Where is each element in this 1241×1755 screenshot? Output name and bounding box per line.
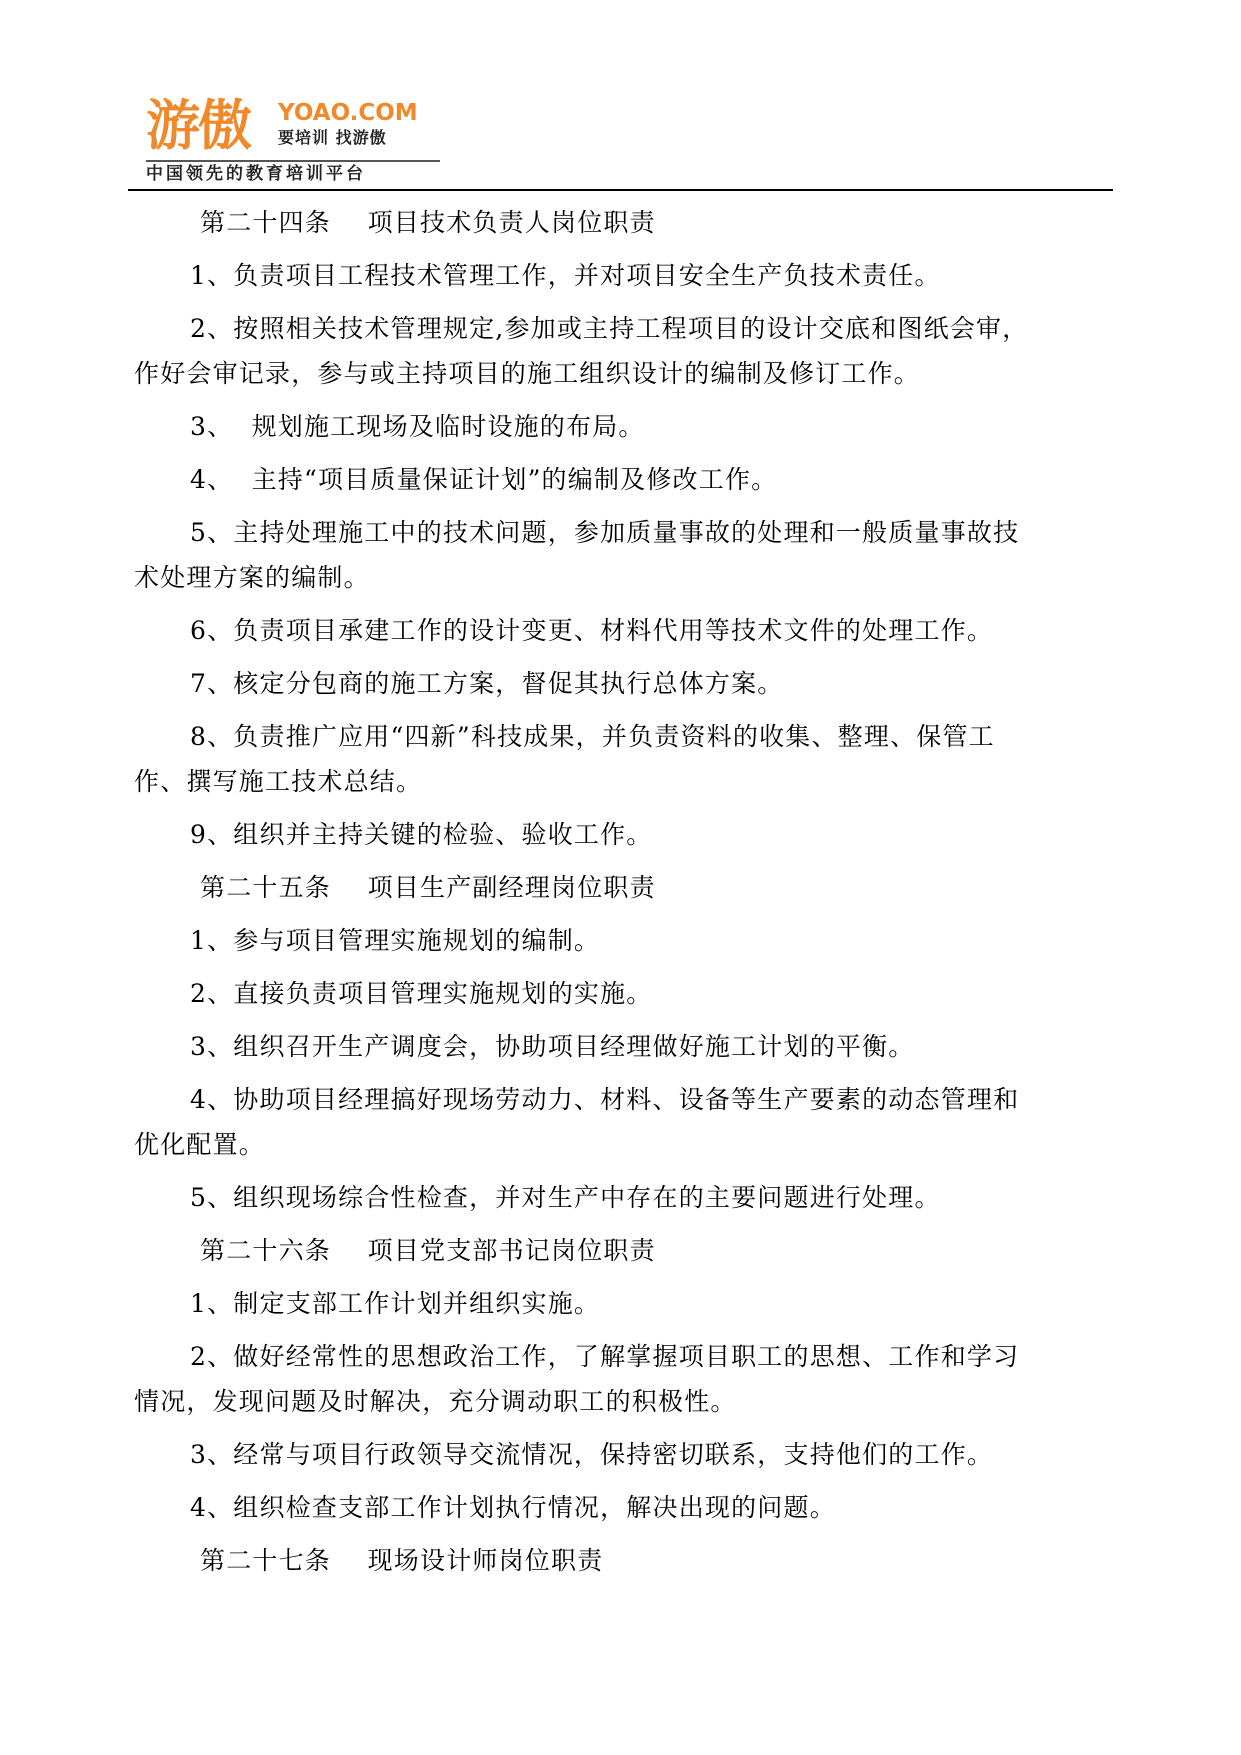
logo-tagline: 中国领先的教育培训平台 bbox=[146, 160, 440, 185]
paragraph-line: 4、协助项目经理搞好现场劳动力、材料、设备等生产要素的动态管理和 bbox=[190, 1085, 1020, 1114]
paragraph-line: 1、制定支部工作计划并组织实施。 bbox=[190, 1289, 601, 1318]
paragraph-line: 5、组织现场综合性检查，并对生产中存在的主要问题进行处理。 bbox=[190, 1183, 941, 1212]
paragraph-line: 作好会审记录，参与或主持项目的施工组织设计的编制及修订工作。 bbox=[134, 359, 921, 388]
paragraph-line: 9、组织并主持关键的检验、验收工作。 bbox=[190, 820, 653, 849]
section-heading: 第二十五条 项目生产副经理岗位职责 bbox=[200, 873, 656, 902]
paragraph-line: 3、组织召开生产调度会，协助项目经理做好施工计划的平衡。 bbox=[190, 1032, 915, 1061]
paragraph-line: 情况，发现问题及时解决，充分调动职工的积极性。 bbox=[134, 1387, 737, 1416]
section-heading: 第二十六条 项目党支部书记岗位职责 bbox=[200, 1236, 656, 1265]
paragraph-line: 优化配置。 bbox=[134, 1130, 266, 1159]
paragraph-line: 2、直接负责项目管理实施规划的实施。 bbox=[190, 979, 653, 1008]
paragraph-line: 1、参与项目管理实施规划的编制。 bbox=[190, 926, 601, 955]
paragraph-line: 2、按照相关技术管理规定,参加或主持工程项目的设计交底和图纸会审， bbox=[190, 314, 1029, 343]
header-rule bbox=[128, 189, 1113, 191]
paragraph-line: 7、核定分包商的施工方案，督促其执行总体方案。 bbox=[190, 669, 784, 698]
paragraph-line: 5、主持处理施工中的技术问题，参加质量事故的处理和一般质量事故技 bbox=[190, 518, 1020, 547]
logo-slogan: 要培训 找游傲 bbox=[278, 128, 387, 147]
document-body bbox=[134, 192, 1114, 1583]
yoao-logo bbox=[146, 96, 446, 188]
paragraph-line: 6、负责项目承建工作的设计变更、材料代用等技术文件的处理工作。 bbox=[190, 616, 994, 645]
paragraph-line: 2、做好经常性的思想政治工作，了解掌握项目职工的思想、工作和学习 bbox=[190, 1342, 1020, 1371]
logo-brand-url: YOAO.COM bbox=[278, 100, 418, 126]
logo-brand-chinese: 游傲 bbox=[146, 94, 250, 157]
paragraph-line: 作、撰写施工技术总结。 bbox=[134, 767, 423, 796]
paragraph-line: 3、 规划施工现场及临时设施的布局。 bbox=[190, 412, 645, 441]
paragraph-line: 8、负责推广应用“四新”科技成果，并负责资料的收集、整理、保管工 bbox=[190, 722, 995, 751]
paragraph-line: 4、组织检查支部工作计划执行情况，解决出现的问题。 bbox=[190, 1493, 836, 1522]
paragraph-line: 1、负责项目工程技术管理工作，并对项目安全生产负技术责任。 bbox=[190, 261, 941, 290]
paragraph-line: 4、 主持“项目质量保证计划”的编制及修改工作。 bbox=[190, 465, 778, 494]
section-heading: 第二十七条 现场设计师岗位职责 bbox=[200, 1546, 604, 1575]
paragraph-line: 术处理方案的编制。 bbox=[134, 563, 370, 592]
paragraph-line: 3、经常与项目行政领导交流情况，保持密切联系，支持他们的工作。 bbox=[190, 1440, 994, 1469]
section-heading: 第二十四条 项目技术负责人岗位职责 bbox=[200, 208, 656, 237]
